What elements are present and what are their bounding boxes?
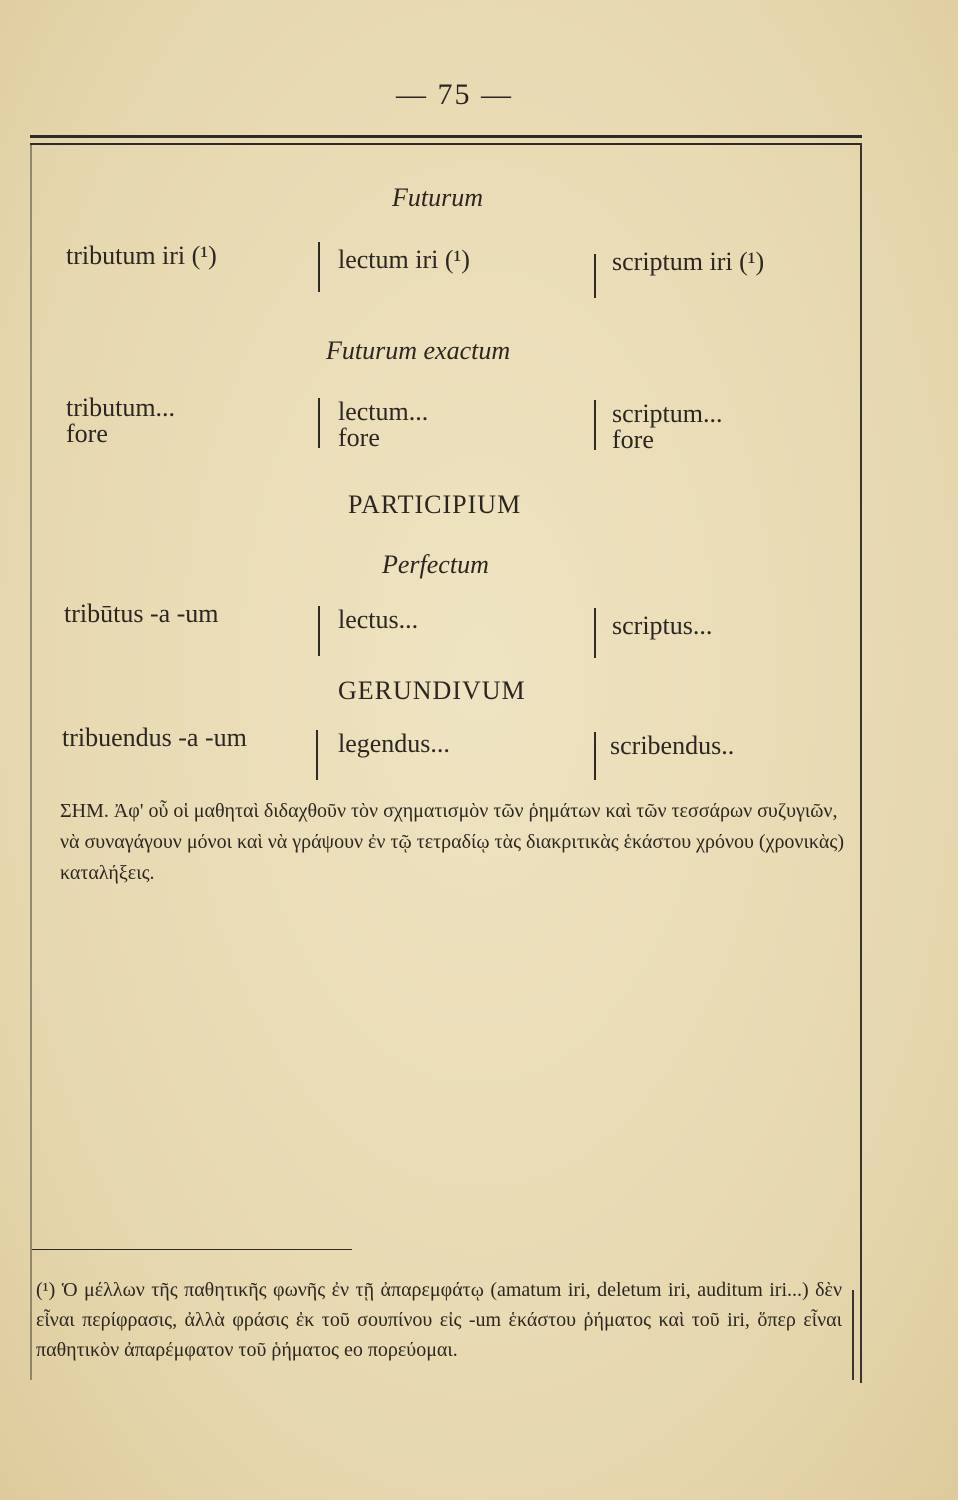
heading-perfectum: Perfectum xyxy=(382,550,489,579)
futurum-col1: tributum iri (¹) xyxy=(66,241,217,270)
column-divider xyxy=(318,606,320,656)
futurum-col2: lectum iri (¹) xyxy=(338,245,470,274)
perfectum-col1: tribūtus -a -um xyxy=(64,599,219,628)
gerundivum-col2: legendus... xyxy=(338,729,450,758)
column-divider xyxy=(316,730,318,780)
top-rule-double xyxy=(30,143,862,145)
column-divider xyxy=(318,398,320,448)
futurum-exactum-col2-line1: lectum... xyxy=(338,397,429,426)
gerundivum-col1: tribuendus -a -um xyxy=(62,723,247,752)
futurum-exactum-col1-line2: fore xyxy=(66,419,108,448)
right-border xyxy=(860,143,862,1383)
heading-gerundivum: GERUNDIVUM xyxy=(338,676,526,705)
column-divider xyxy=(318,242,320,292)
heading-futurum-exactum: Futurum exactum xyxy=(326,336,511,365)
gerundivum-col3: scribendus.. xyxy=(610,731,735,760)
column-divider xyxy=(594,254,596,298)
futurum-exactum-col1-line1: tributum... xyxy=(66,393,176,422)
perfectum-col2: lectus... xyxy=(338,605,419,634)
footnote-paragraph: (¹) Ὁ μέλλων τῆς παθητικῆς φωνῆς ἐν τῇ ἀπαρεμφάτῳ (amatum iri, deletum iri, auditum iri...) δὲν εἶναι περίφρασις, ἀλλὰ φράσις ἐκ τοῦ σουπίνου εἰς -um ἑκάστου ῥήματος καὶ τοῦ iri, ὅπερ εἶναι παθητικὸν ἀπαρέμφατον τοῦ ῥήματος eo πορεύομαι. xyxy=(36,1279,842,1361)
column-divider xyxy=(594,608,596,658)
futurum-exactum-col3-line1: scriptum... xyxy=(612,399,723,428)
heading-futurum: Futurum xyxy=(392,183,483,212)
top-rule xyxy=(30,135,862,138)
note-paragraph: ΣΗΜ. Ἀφ' οὗ οἱ μαθηταὶ διδαχθοῦν τὸν σχηματισμὸν τῶν ῥημάτων καὶ τῶν τεσσάρων συζυγιῶν, νὰ συναγάγουν μόνοι καὶ νὰ γράψουν ἐν τῷ τετραδίῳ τὰς διακριτικὰς ἑκάστου χρόνου (χρονικὰς) καταλήξεις. xyxy=(60,800,844,884)
column-divider xyxy=(594,732,596,780)
footnote-rule xyxy=(32,1249,352,1250)
futurum-exactum-col2-line2: fore xyxy=(338,423,380,452)
perfectum-col3: scriptus... xyxy=(612,611,713,640)
column-divider xyxy=(594,400,596,450)
page-number: — 75 — xyxy=(396,78,513,111)
right-border-inner xyxy=(852,1290,854,1380)
left-border xyxy=(30,145,32,1380)
futurum-col3: scriptum iri (¹) xyxy=(612,247,765,276)
heading-participium: PARTICIPIUM xyxy=(348,490,522,519)
futurum-exactum-col3-line2: fore xyxy=(612,425,654,454)
